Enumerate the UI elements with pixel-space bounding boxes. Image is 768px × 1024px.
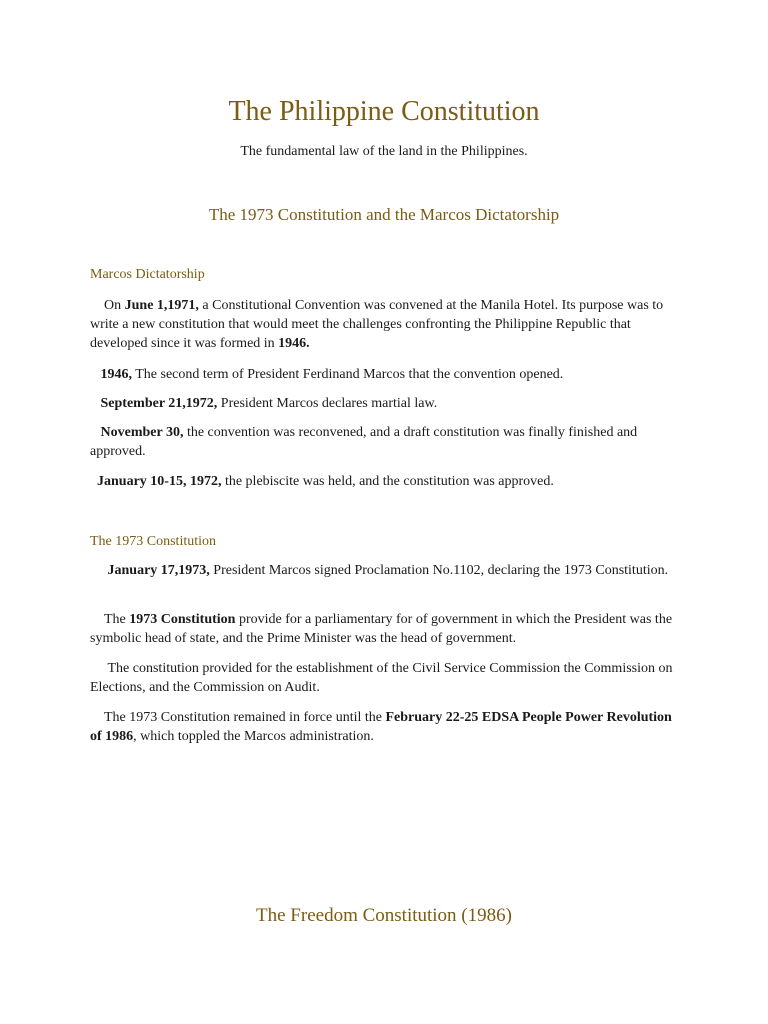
year-1946: 1946. bbox=[278, 336, 310, 351]
paragraph-parliamentary bbox=[90, 610, 674, 648]
paragraph-edsa bbox=[90, 708, 674, 746]
paragraph-indent: On bbox=[90, 298, 125, 313]
paragraph-text: the plebiscite was held, and the constitution was approved. bbox=[221, 474, 554, 489]
paragraph-text: The 1973 Constitution remained in force until the bbox=[90, 710, 386, 725]
date-september-1972: September 21,1972, bbox=[100, 396, 218, 411]
section-heading-1973: The 1973 Constitution and the Marcos Dictatorship bbox=[208, 205, 560, 224]
paragraph-martial-law bbox=[90, 394, 674, 413]
page-subtitle: The fundamental law of the land in the Philippines. bbox=[240, 144, 528, 159]
paragraph-plebiscite bbox=[90, 472, 674, 491]
subheading-marcos-dictatorship: Marcos Dictatorship bbox=[90, 267, 205, 282]
bold-edsa-revolution: February 22-25 EDSA People Power Revolution of 1986 bbox=[90, 710, 676, 744]
paragraph-text: a Constitutional Convention was convened at the Manila Hotel. Its purpose was to write a new constitution that would meet the challenges confronting the Philippine Republic that developed since it was formed in bbox=[90, 298, 667, 351]
paragraph-text: The second term of President Ferdinand Marcos that the convention opened. bbox=[132, 367, 564, 382]
paragraph-1946 bbox=[90, 365, 674, 384]
paragraph-proclamation bbox=[90, 561, 674, 580]
paragraph-commissions bbox=[90, 659, 674, 697]
date-june-1971: June 1,1971, bbox=[124, 298, 199, 313]
date-january-1972: January 10-15, 1972, bbox=[97, 474, 222, 489]
paragraph-text: provide for a parliamentary for of government in which the President was the symbolic head of state, and the Prime Minister was the head of government. bbox=[90, 612, 676, 646]
paragraph-indent: The bbox=[90, 612, 130, 627]
bold-1973-constitution: 1973 Constitution bbox=[129, 612, 236, 627]
section-heading-freedom-constitution: The Freedom Constitution (1986) bbox=[256, 905, 512, 926]
paragraph-convention bbox=[90, 296, 674, 353]
paragraph-indent bbox=[90, 396, 101, 411]
page-title: The Philippine Constitution bbox=[228, 96, 540, 127]
paragraph-indent bbox=[90, 563, 108, 578]
paragraph-text: the convention was reconvened, and a draft constitution was finally finished and approved. bbox=[90, 425, 641, 459]
date-november-30: November 30, bbox=[100, 425, 184, 440]
paragraph-indent bbox=[90, 367, 101, 382]
date-january-1973: January 17,1973, bbox=[107, 563, 210, 578]
paragraph-text: President Marcos declares martial law. bbox=[217, 396, 438, 411]
paragraph-reconvened bbox=[90, 423, 674, 461]
subheading-1973-constitution: The 1973 Constitution bbox=[90, 534, 216, 549]
paragraph-indent bbox=[90, 474, 97, 489]
paragraph-text: President Marcos signed Proclamation No.1102, declaring the 1973 Constitution. bbox=[209, 563, 669, 578]
paragraph-text: The constitution provided for the establishment of the Civil Service Commission the Commission on Elections, and the Commission on Audit. bbox=[90, 661, 676, 695]
paragraph-text: , which toppled the Marcos administration. bbox=[133, 729, 374, 744]
date-1946: 1946, bbox=[100, 367, 132, 382]
paragraph-indent bbox=[90, 425, 101, 440]
